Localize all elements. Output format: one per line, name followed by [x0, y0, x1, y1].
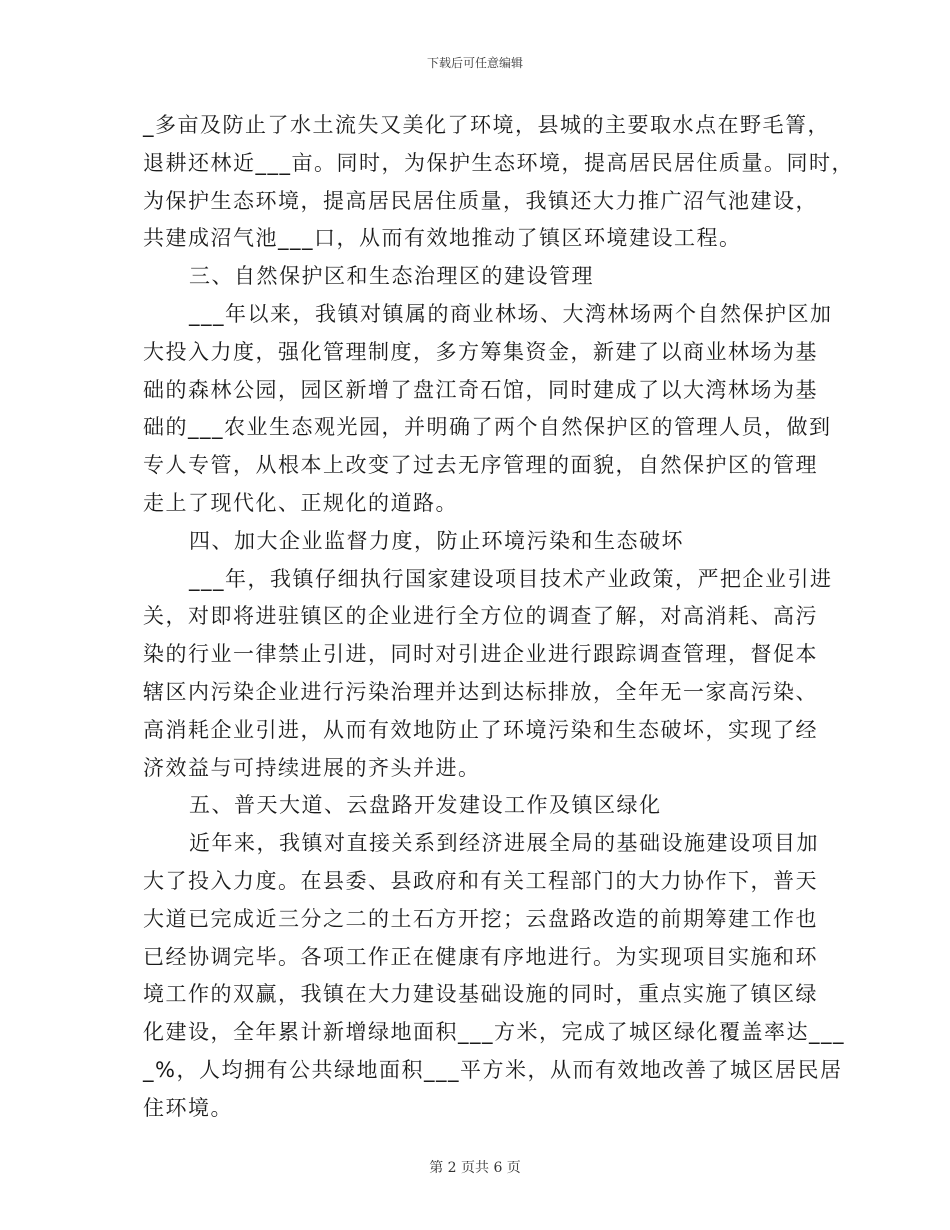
- text-line: _多亩及防止了水土流失又美化了环境，县城的主要取水点在野毛箐，: [143, 113, 830, 137]
- text-line: 共建成沼气池___口，从而有效地推动了镇区环境建设工程。: [143, 226, 742, 251]
- text-line: 化建设，全年累计新增绿地面积___方米，完成了城区绿化覆盖率达___: [143, 1020, 845, 1045]
- text-line: 染的行业一律禁止引进，同时对引进企业进行跟踪调查管理，督促本: [143, 642, 818, 667]
- text-line: 辖区内污染企业进行污染治理并达到达标排放，全年无一家高污染、: [143, 679, 818, 704]
- text-line: 专人专管，从根本上改变了过去无序管理的面貌，自然保护区的管理: [143, 453, 818, 478]
- paragraph-first-line: 近年来，我镇对直接关系到经济进展全局的基础设施建设项目加: [189, 831, 819, 856]
- text-line: 大道已完成近三分之二的土石方开挖；云盘路改造的前期筹建工作也: [143, 906, 818, 931]
- paragraph-first-line: 三、自然保护区和生态治理区的建设管理: [189, 264, 594, 289]
- text-line: 大了投入力度。在县委、县政府和有关工程部门的大力协作下，普天: [143, 868, 818, 893]
- text-line: 为保护生态环境，提高居民居住质量，我镇还大力推广沼气池建设，: [143, 188, 818, 213]
- text-line: 础的森林公园，园区新增了盘江奇石馆，同时建成了以大湾林场为基: [143, 377, 818, 402]
- paragraph-first-line: 五、普天大道、云盘路开发建设工作及镇区绿化: [189, 793, 662, 818]
- text-line: 退耕还林近___亩。同时，为保护生态环境，提高居民居住质量。同时，: [143, 150, 854, 175]
- text-line: 已经协调完毕。各项工作正在健康有序地进行。为实现项目实施和环: [143, 944, 818, 969]
- text-line: 走上了现代化、正规化的道路。: [143, 490, 458, 515]
- page-header: 下载后可任意编辑: [426, 56, 523, 70]
- text-line: 关，对即将进驻镇区的企业进行全方位的调查了解，对高消耗、高污: [143, 604, 818, 629]
- text-line: 住环境。: [143, 1095, 233, 1120]
- page-footer: 第 2 页共 6 页: [429, 1160, 521, 1176]
- paragraph-first-line: 四、加大企业监督力度，防止环境污染和生态破坏: [189, 528, 684, 553]
- text-line: 济效益与可持续进展的齐头并进。: [143, 755, 481, 780]
- text-line: 大投入力度，强化管理制度，多方筹集资金，新建了以商业林场为基: [143, 339, 818, 364]
- text-line: _%，人均拥有公共绿地面积___平方米，从而有效地改善了城区居民居: [143, 1057, 843, 1082]
- paragraph-first-line: ___年，我镇仔细执行国家建设项目技术产业政策，严把企业引进: [189, 566, 833, 591]
- paragraph-first-line: ___年以来，我镇对镇属的商业林场、大湾林场两个自然保护区加: [189, 301, 833, 326]
- text-line: 础的___农业生态观光园，并明确了两个自然保护区的管理人员，做到: [143, 415, 832, 440]
- text-line: 境工作的双赢，我镇在大力建设基础设施的同时，重点实施了镇区绿: [143, 982, 818, 1007]
- text-line: 高消耗企业引进，从而有效地防止了环境污染和生态破坏，实现了经: [143, 717, 818, 742]
- document-body: [143, 107, 854, 1128]
